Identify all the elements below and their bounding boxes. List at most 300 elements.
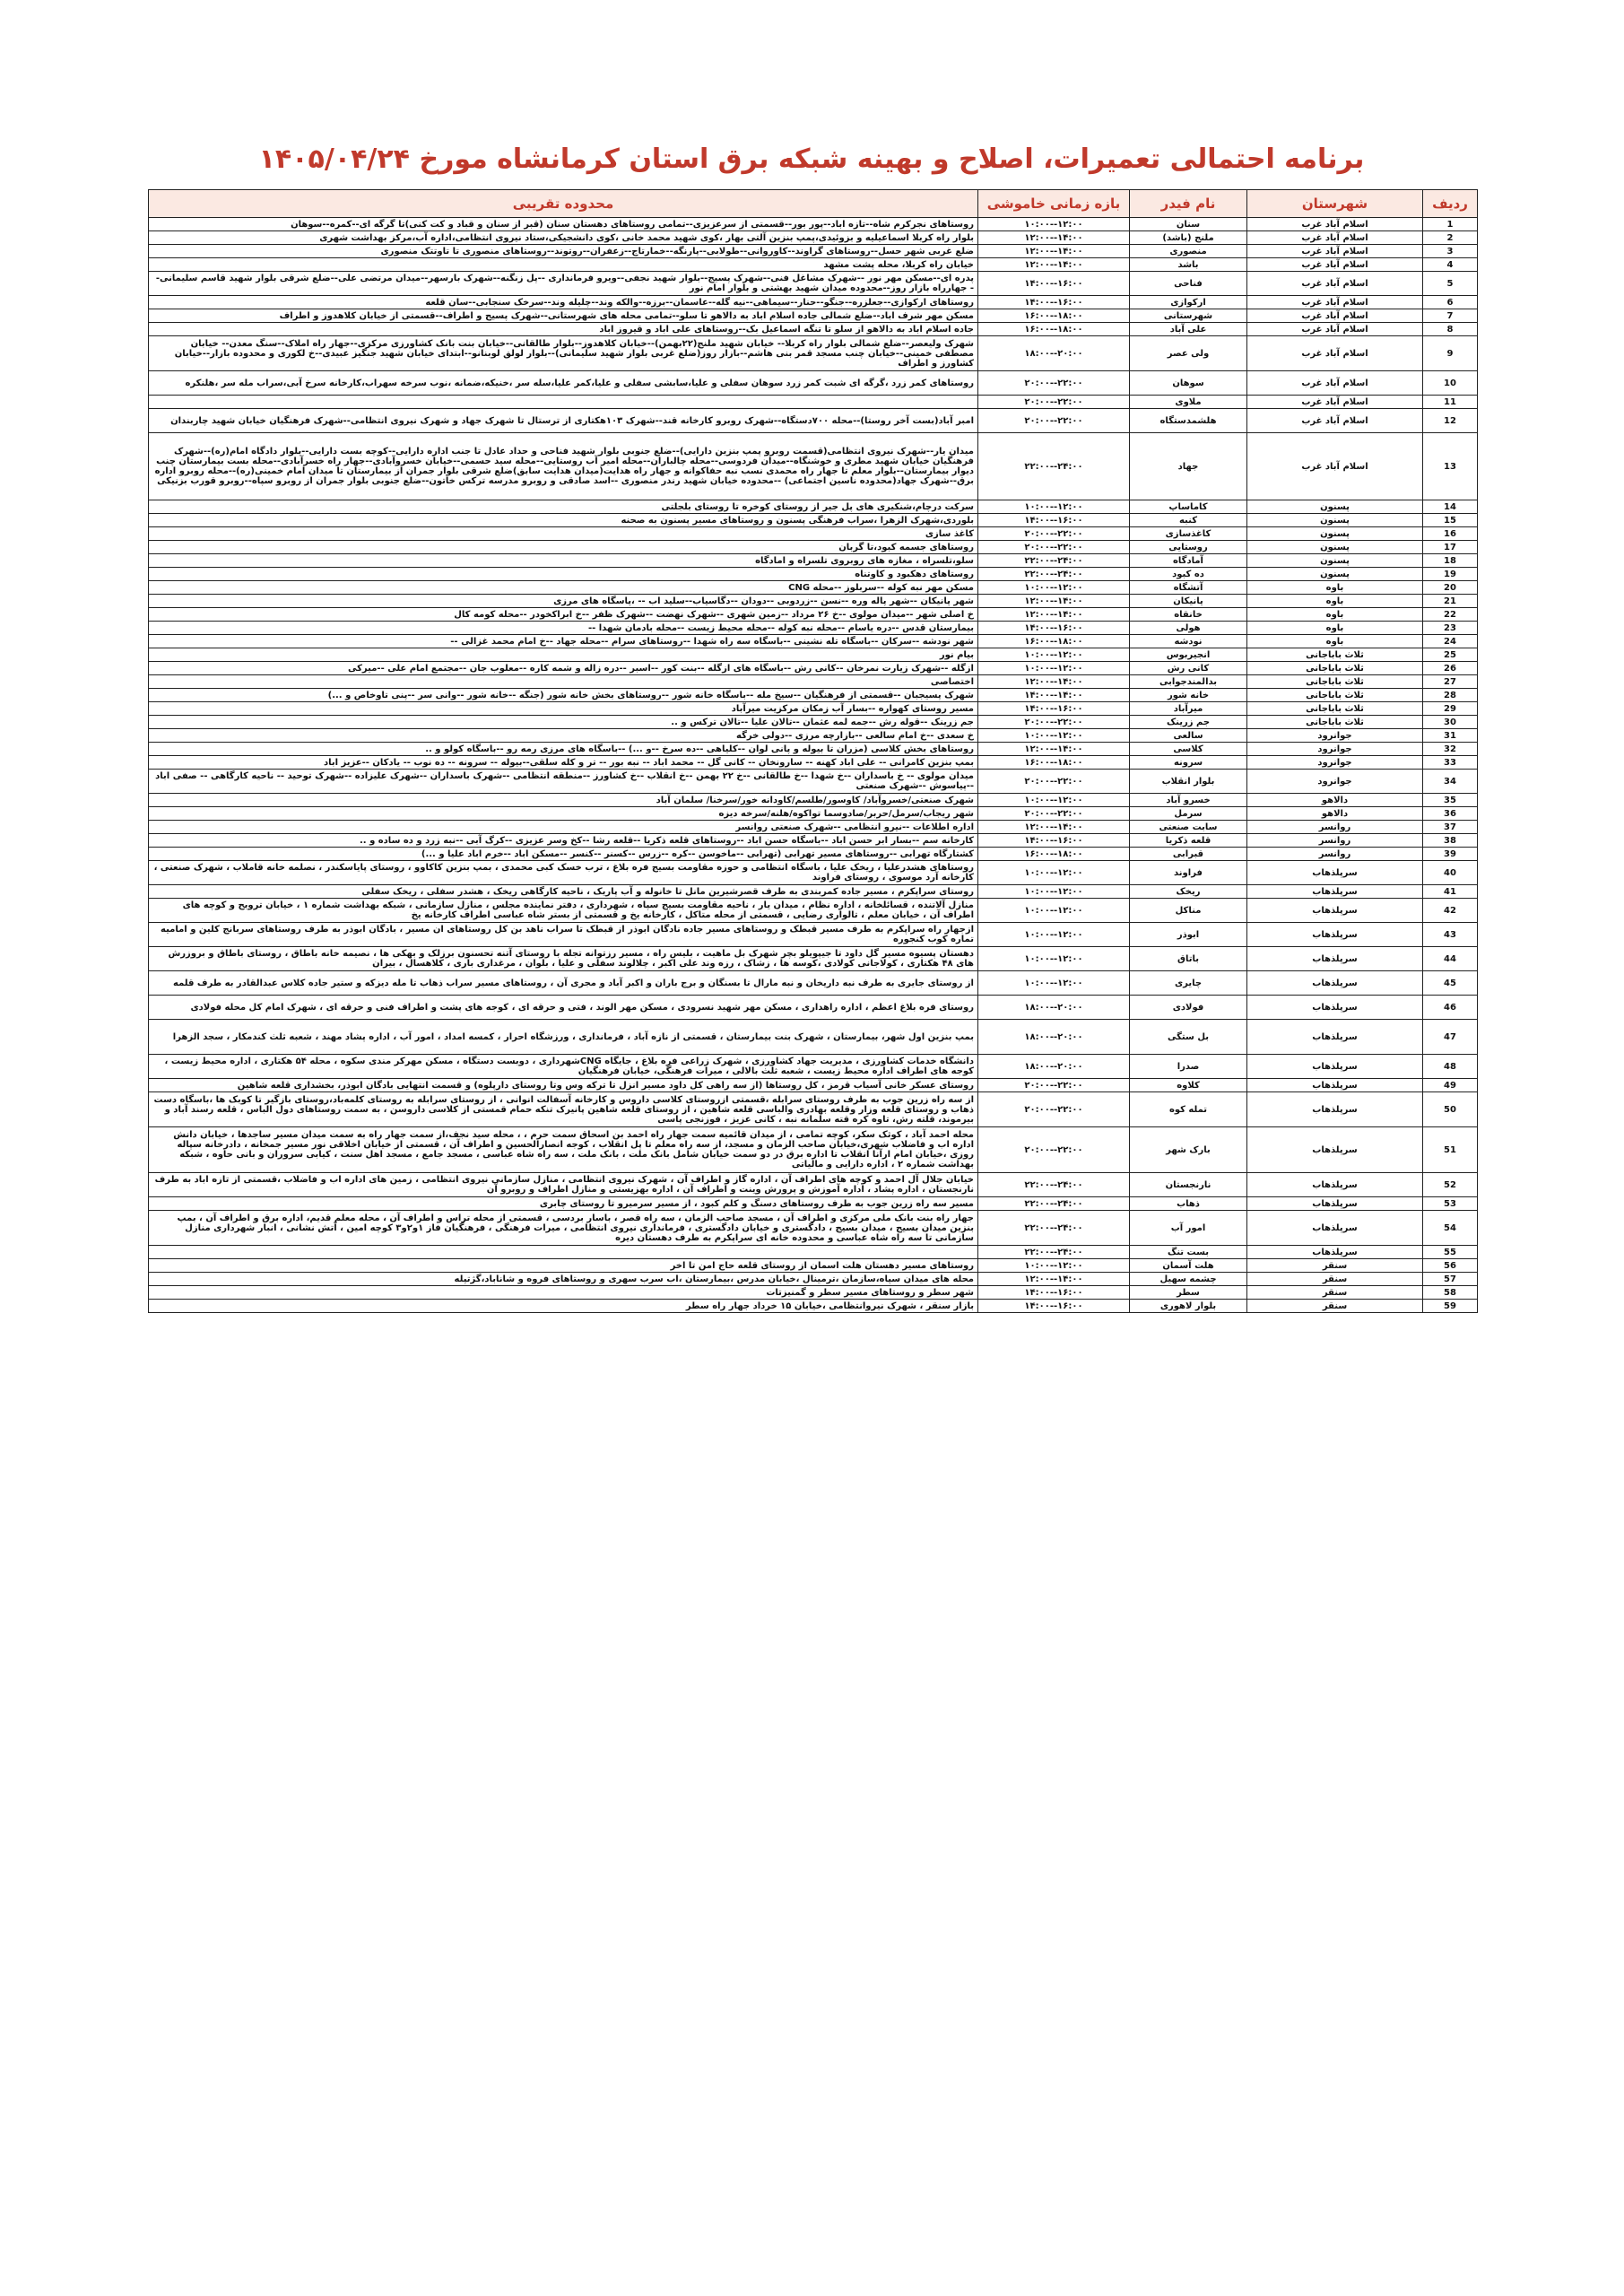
table-body (149, 218, 1478, 1313)
row-number: 42 (1423, 899, 1478, 923)
area-cell: بازار سنقر ، شهرک نیروانتظامی ،خیابان ۱۵ خرداد جهار راه سطر (149, 1300, 978, 1313)
table-row (149, 1055, 1478, 1079)
city-cell: اسلام آباد غرب (1247, 371, 1423, 396)
area-cell: سرکت درچام،شنکیری های پل جیر از روستای کوخره تا روستای بلجلتی (149, 500, 978, 514)
feeder-cell: کانی رش (1130, 662, 1247, 675)
outage-time-cell: ۱۶:۰۰--۱۸:۰۰ (978, 756, 1130, 770)
city-cell: جوانرود (1247, 743, 1423, 756)
city-cell: جوانرود (1247, 756, 1423, 770)
table-row (149, 296, 1478, 309)
table-row (149, 527, 1478, 541)
table-row (149, 885, 1478, 899)
feeder-cell: صدرا (1130, 1055, 1247, 1079)
city-cell: جوانرود (1247, 770, 1423, 794)
feeder-cell: ابوذر (1130, 923, 1247, 947)
area-cell: ازگله --شهرک زیارت نمرخان --کانی رش --باسگاه های ازگله --بنت کور --اسبر --دره زاله و شمه کاره --معلوب جان --مجتمع امام علی --میرکی (149, 662, 978, 675)
area-cell: بیام نور (149, 648, 978, 662)
outage-time-cell: ۱۸:۰۰--۲۰:۰۰ (978, 996, 1130, 1020)
outage-time-cell: ۱۴:۰۰--۱۶:۰۰ (978, 1300, 1130, 1313)
feeder-cell: سرمل (1130, 807, 1247, 821)
city-cell: ثلاث باباجانی (1247, 702, 1423, 716)
row-number: 22 (1423, 608, 1478, 622)
feeder-cell: بل ستگی (1130, 1020, 1247, 1055)
row-number: 18 (1423, 554, 1478, 568)
city-cell: پسنون (1247, 514, 1423, 527)
outage-time-cell: ۱۴:۰۰--۱۶:۰۰ (978, 622, 1130, 635)
area-cell: کشتارگاه تهرابی --روستاهای مسیر تهرابی (تهرابی --ماخوسن --کره --زرس --کسنر --کنسر --مسکن اباد --خرم اباد علیا و ...) (149, 848, 978, 861)
feeder-cell: جهاد (1130, 433, 1247, 500)
city-cell: اسلام آباد غرب (1247, 258, 1423, 272)
outage-time-cell: ۲۲:۰۰--۲۴:۰۰ (978, 568, 1130, 581)
feeder-cell: خانقاه (1130, 608, 1247, 622)
outage-time-cell: ۱۸:۰۰--۲۰:۰۰ (978, 1055, 1130, 1079)
feeder-cell: بدالمندجوابی (1130, 675, 1247, 689)
row-number: 56 (1423, 1259, 1478, 1273)
row-number: 35 (1423, 794, 1478, 807)
row-number: 30 (1423, 716, 1478, 729)
outage-time-cell: ۱۶:۰۰--۱۸:۰۰ (978, 635, 1130, 648)
table-row (149, 1092, 1478, 1127)
feeder-cell: بلوار لاهوری (1130, 1300, 1247, 1313)
feeder-cell: جم زرینک (1130, 716, 1247, 729)
table-row (149, 245, 1478, 258)
outage-time-cell: ۱۰:۰۰--۱۲:۰۰ (978, 971, 1130, 996)
area-cell: اداره اطلاعات --نیرو انتظامی --شهرک صنعتی روانسر (149, 821, 978, 834)
table-row (149, 595, 1478, 608)
city-cell: دالاهو (1247, 794, 1423, 807)
outage-time-cell: ۲۰:۰۰--۲۲:۰۰ (978, 716, 1130, 729)
area-cell: پدره ای--مسکن مهر نور --شهرک مشاغل فنی--شهرک پسیج--بلوار شهید نجفی--ویرو فرمانداری --پل زنگنه--شهرک بارسهر--میدان مرتضی علی--ضلع شرقی بلوار شهید قاسم سلیمانی-- جهارراه بازار روز--محدوده میدان شهید بهشتی و بلوار امام نور (149, 272, 978, 296)
area-cell: شهر ریجاب/سرمل/حربر/صادوسما تواکوه/هلنه/سرخه دیزه (149, 807, 978, 821)
feeder-cell: منصوری (1130, 245, 1247, 258)
feeder-cell: بلوار انقلاب (1130, 770, 1247, 794)
table-row (149, 336, 1478, 371)
feeder-cell: چایری (1130, 971, 1247, 996)
area-cell: روستای سراپکرم ، مسیر جاده کمربندی به طرف قصرشیرین مانل تا خانوله و آب پاریک ، ناحیه کارگاهی ریخک ، هشدر سفلی ، ریخک سفلی (149, 885, 978, 899)
outage-time-cell: ۱۴:۰۰--۱۶:۰۰ (978, 702, 1130, 716)
table-row (149, 514, 1478, 527)
row-number: 58 (1423, 1286, 1478, 1300)
table-row (149, 770, 1478, 794)
table-row (149, 1020, 1478, 1055)
area-cell: میدان یار--شهرک نیروی انتظامی(قسمت روبرو پمپ بنزین دارایی)--ضلع جنوبی بلوار شهید فناحی و حداد عادل تا جنب اداره دارایی--کوچه بست دارایی--بلوار دادگاه امام(ره)--شهرک فرهنگیان خیابان شهید مطری و خوشنگاه--میدان فردوسی--محله چالباران--محله امیر آب روستایی--محله سید حسمی--خیابان خسروآبادی--جهار راه خسرآبادی--محله بست بیمارستان چنب دیوار بیمارستان--بلوار معلم تا جهار راه محمدی نسب نبه حفاکوانه و جهار راه هدایت(میدان هدایت سابق)ضلع شرقی بلوار جمران از بیمارستان تا میدان امام خمینی(ره)--محله روبرو اداره برق--شهرک جهاد(محدوده ناسین اجتماعی) --محدوده خیابان شهید رندر منصوری --اسد صادقی و روبرو مدرسه ترکس خاتون--ضلع جنوبی بلوار جمران از روبرو سپاه--روبرو قورب بزنیکی (149, 433, 978, 500)
feeder-cell: فراوند (1130, 861, 1247, 885)
feeder-cell: بارک شهر (1130, 1127, 1247, 1173)
table-row (149, 689, 1478, 702)
outage-time-cell: ۱۲:۰۰--۱۴:۰۰ (978, 231, 1130, 245)
outage-time-cell: ۲۲:۰۰--۲۴:۰۰ (978, 1197, 1130, 1211)
area-cell (149, 396, 978, 409)
outage-time-cell: ۱۰:۰۰--۱۲:۰۰ (978, 500, 1130, 514)
area-cell: میدان مولوی -- خ باسداران --خ شهدا --خ طالقانی --خ ۲۲ بهمن --خ انقلاب --خ کشاورز --منطقه انتظامی --شهرک باسداران --شهرک علیزاده --شهرک توحید -- ناحیه کارگاهی -- صفی اباد --پیاسوش --شهرک صنعتی (149, 770, 978, 794)
row-number: 43 (1423, 923, 1478, 947)
row-number: 59 (1423, 1300, 1478, 1313)
feeder-cell: چشمه سهیل (1130, 1273, 1247, 1286)
city-cell: سرپلذهاب (1247, 996, 1423, 1020)
outage-time-cell: ۲۰:۰۰--۲۲:۰۰ (978, 770, 1130, 794)
outage-time-cell: ۱۸:۰۰--۲۰:۰۰ (978, 1020, 1130, 1055)
area-cell: محله احمد آباد ، کوثک سکر، کوچه تمامی ، از میدان قائمیه سمت جهار راه احمد بن اسحاق سمت حرم ، ، محله سید نجف،از سمت جهار راه به سمت میدان مسیر ساجدها ، خیابان دانش اداره اب و فاضلاب شهری،خیابان صاحب الزمان و مسجد، از سه راه معلم تا پل انقلاب ، کوجه انصارالحسین و اطراف آن ، قسمتی از خیابان اخلاقی نور مسیر جمخانه ، دادرخانه سپاله روزی ،خیابان امام ارآنا انقلاب تا اداره برق در دو سمت خیابان شامل بانک ملت ، بانک ملت ، سه راه شاه عباسی ، مسجد جامع ، مسجد اهل سنت ، کیابی سروران و بانی حاوه ، شبکه بهداشت شماره ۲ ، اداره دارایی و مالیاتی (149, 1127, 978, 1173)
outage-time-cell: ۱۲:۰۰--۱۴:۰۰ (978, 675, 1130, 689)
area-cell: بیمارستان قدس --دره یاسام --محله نبه کوله --محله محیط زیست --محله بادمان شهدا -- (149, 622, 978, 635)
area-cell: روستاهای مسیر دهستان هلت اسمان از روستای قلعه حاج امن تا اخر (149, 1259, 978, 1273)
row-number: 13 (1423, 433, 1478, 500)
table-row (149, 323, 1478, 336)
row-number: 20 (1423, 581, 1478, 595)
area-cell: از روستای جایری به طرف نبه داریخان و نبه مارال تا بسنگان و برج باران و اکبر آباد و مجری آن ، روستاهای مسیر سراب ذهاب تا مله دیزکه و ستیر جاده کلاس عبدالقادر به طرف قلمه (149, 971, 978, 996)
row-number: 3 (1423, 245, 1478, 258)
table-row (149, 581, 1478, 595)
outage-time-cell: ۱۶:۰۰--۱۸:۰۰ (978, 309, 1130, 323)
table-row (149, 794, 1478, 807)
area-cell: جاده اسلام اباد به دالاهو از سلو تا تنگه اسماعیل بک--روستاهای علی اباد و قیروز اباد (149, 323, 978, 336)
outage-time-cell: ۱۲:۰۰--۱۴:۰۰ (978, 245, 1130, 258)
feeder-cell: سوهان (1130, 371, 1247, 396)
table-row (149, 635, 1478, 648)
city-cell: سرپلذهاب (1247, 885, 1423, 899)
city-cell: سرپلذهاب (1247, 923, 1423, 947)
city-cell: اسلام آباد غرب (1247, 433, 1423, 500)
header-city: شهرستان (1247, 190, 1423, 218)
outage-time-cell: ۱۴:۰۰--۱۴:۰۰ (978, 689, 1130, 702)
outage-schedule-table (148, 189, 1478, 1313)
city-cell: سرپلذهاب (1247, 899, 1423, 923)
table-row (149, 743, 1478, 756)
area-cell: شهر پانیکان --شهر پاله وره --نسن --زردوبی --دودان --دگاسیاب--سلید اب -- ،پاسگاه های مرزی (149, 595, 978, 608)
table-row (149, 662, 1478, 675)
outage-time-cell: ۱۲:۰۰--۱۴:۰۰ (978, 258, 1130, 272)
area-cell: شهرک پسیجبان --قسمتی از فرهنگیان --سیخ مله --باسگاه خانه شور --روستاهای بخش خانه شور (جنگه --خانه شور --وانی سر --پنی تاوخاص و ...) (149, 689, 978, 702)
outage-time-cell: ۱۲:۰۰--۱۴:۰۰ (978, 595, 1130, 608)
table-row (149, 231, 1478, 245)
table-row (149, 996, 1478, 1020)
area-cell: مسیر روستای کهواره --بسار آب زمکان مرکزیت میرآباد (149, 702, 978, 716)
outage-time-cell: ۱۸:۰۰--۲۰:۰۰ (978, 336, 1130, 371)
feeder-cell: کاغذسازی (1130, 527, 1247, 541)
row-number: 21 (1423, 595, 1478, 608)
area-cell: سلو،تلسراه ، مغازه های روبروی تلسراه و امادگاه (149, 554, 978, 568)
row-number: 10 (1423, 371, 1478, 396)
feeder-cell: ملنج (باشد) (1130, 231, 1247, 245)
area-cell: روستاهای هشدرعلیا ، ریخک علیا ، باسگاه انتظامی و حوزه مقاومت بسیج فره بلاغ ، ترب خسک کبی محمدی ، بمپ بنزین کاکاوو ، روستای پایاسکندر ، نصلمه خانه قاملاب ، شهرک صنعتی ، کارخانه آرد موسوی ، روستای فراوند (149, 861, 978, 885)
outage-time-cell: ۱۰:۰۰--۱۲:۰۰ (978, 947, 1130, 971)
row-number: 27 (1423, 675, 1478, 689)
area-cell: روستای فره بلاغ اعظم ، اداره راهداری ، مسکن مهر شهید نسرودی ، مسکن مهر الوند ، فتی و حرقه ای ، کوجه های پشت و اطراف فنی و حرقه ای ، شهرک امام کل محله فولادی (149, 996, 978, 1020)
row-number: 40 (1423, 861, 1478, 885)
row-number: 11 (1423, 396, 1478, 409)
city-cell: اسلام آباد غرب (1247, 409, 1423, 433)
table-row (149, 1211, 1478, 1246)
table-row (149, 675, 1478, 689)
table-row (149, 1300, 1478, 1313)
feeder-cell: ارکوازی (1130, 296, 1247, 309)
city-cell: سنقر (1247, 1300, 1423, 1313)
row-number: 17 (1423, 541, 1478, 554)
outage-time-cell: ۲۰:۰۰--۲۲:۰۰ (978, 527, 1130, 541)
outage-time-cell: ۲۰:۰۰--۲۲:۰۰ (978, 1127, 1130, 1173)
feeder-cell: علی آباد (1130, 323, 1247, 336)
area-cell: خیابان جلال آل احمد و کوچه های اطراف آن ، اداره گاز و اطراف آن ، شهرک نیروی انتظامی ، منازل سازمانی نیروی انتظامی ، زمین های اداره اب و فاضلاب ،قسمتی از تازه اباد به طرف نارنجستان ، اداره پشاد ، اداره آموزش و پرورش وینت و اطراف آن ، اداره بهزیستی و منازل اطراف و روبرو آن (149, 1173, 978, 1197)
feeder-cell: قلعه ذکریا (1130, 834, 1247, 848)
table-row (149, 309, 1478, 323)
city-cell: اسلام آباد غرب (1247, 272, 1423, 296)
table-row (149, 608, 1478, 622)
outage-time-cell: ۱۶:۰۰--۱۸:۰۰ (978, 323, 1130, 336)
area-cell: شهرک صنعتی/خسروآباد/ کاوسور/طلسم/کاودانه خور/سرخنا/ سلمان آباد (149, 794, 978, 807)
row-number: 46 (1423, 996, 1478, 1020)
header-area: محدوده تقریبی (149, 190, 978, 218)
row-number: 54 (1423, 1211, 1478, 1246)
table-row (149, 899, 1478, 923)
feeder-cell: تمله کوه (1130, 1092, 1247, 1127)
outage-time-cell: ۱۴:۰۰--۱۶:۰۰ (978, 1286, 1130, 1300)
table-row (149, 947, 1478, 971)
city-cell: سرپلذهاب (1247, 1055, 1423, 1079)
city-cell: اسلام آباد غرب (1247, 245, 1423, 258)
row-number: 26 (1423, 662, 1478, 675)
row-number: 9 (1423, 336, 1478, 371)
area-cell: خیابان راه کربلا، محله پشت مشهد (149, 258, 978, 272)
feeder-cell: فناحی (1130, 272, 1247, 296)
table-row (149, 716, 1478, 729)
outage-time-cell: ۱۰:۰۰--۱۲:۰۰ (978, 218, 1130, 231)
city-cell: سنقر (1247, 1286, 1423, 1300)
area-cell: بمپ بنزین اول شهر، بیمارستان ، شهرک بنت بیمارستان ، قسمتی از نازه آباد ، فرمانداری ، ورزشگاه احرار ، کمسه امداد ، امور آب ، اداره پشاد مهند ، شعبه ثلث کندمکار ، سجد الزهرا (149, 1020, 978, 1055)
feeder-cell: ریخک (1130, 885, 1247, 899)
area-cell: محله های میدان سپاه،سازمان ،ترمینال ،خیابان مدرس ،بیمارستان ،اب سرب سهری و روستاهای فروه و شاناباد،گژتپله (149, 1273, 978, 1286)
outage-time-cell: ۱۴:۰۰--۱۶:۰۰ (978, 296, 1130, 309)
row-number: 33 (1423, 756, 1478, 770)
outage-time-cell: ۲۲:۰۰--۲۴:۰۰ (978, 1246, 1130, 1259)
city-cell: سرپلذهاب (1247, 1246, 1423, 1259)
outage-time-cell: ۱۲:۰۰--۱۴:۰۰ (978, 743, 1130, 756)
city-cell: ثلاث باباجانی (1247, 689, 1423, 702)
outage-time-cell: ۱۰:۰۰--۱۲:۰۰ (978, 885, 1130, 899)
document-title: برنامه احتمالی تعمیرات، اصلاح و بهینه شبکه برق استان کرمانشاه مورخ ۱۴۰۵/۰۴/۲۴ (258, 144, 1365, 175)
city-cell: سرپلذهاب (1247, 1079, 1423, 1092)
outage-time-cell: ۲۰:۰۰--۲۲:۰۰ (978, 396, 1130, 409)
feeder-cell: فولادی (1130, 996, 1247, 1020)
city-cell: اسلام آباد غرب (1247, 396, 1423, 409)
table-row (149, 756, 1478, 770)
table-row (149, 396, 1478, 409)
feeder-cell: هلت آسمان (1130, 1259, 1247, 1273)
row-number: 7 (1423, 309, 1478, 323)
header-outage-time: بازه زمانی خاموشی (978, 190, 1130, 218)
table-row (149, 1173, 1478, 1197)
feeder-cell: نارنجستان (1130, 1173, 1247, 1197)
area-cell: بلوردی،شهرک الزهرا ،سراب فرهنگی پسنون و روستاهای مسیر پسنون به صحنه (149, 514, 978, 527)
table-row (149, 1127, 1478, 1173)
city-cell: سرپلذهاب (1247, 1197, 1423, 1211)
city-cell: ثلاث باباجانی (1247, 675, 1423, 689)
area-cell: روستای عسکر خانی آسیاب قرمز ، کل روستاها (از سه راهی کل داود مسیر انزل تا ترکه وس وتا روستای دارپلوه) و قسمت انتهایی بادگان ابوذر، بخشداری قلعه شاهین (149, 1079, 978, 1092)
outage-time-cell: ۲۰:۰۰--۲۲:۰۰ (978, 409, 1130, 433)
feeder-cell: نودشه (1130, 635, 1247, 648)
feeder-cell: امور آب (1130, 1211, 1247, 1246)
area-cell: روستاهای جسمه کبود،تا گربان (149, 541, 978, 554)
outage-time-cell: ۱۰:۰۰--۱۲:۰۰ (978, 794, 1130, 807)
feeder-cell: باشد (1130, 258, 1247, 272)
city-cell: اسلام آباد غرب (1247, 218, 1423, 231)
area-cell: ازجهار راه سراپکرم به طرف مسیر قبطک و روستاهای مسیر جاده نادگان ابوذر از قبطک تا سراب ناهد بن کل روستاهای ان مسیر ، بادگان ابوذر به طرف روستاهای سربانج کلین و امامیه تماره کوب کنجوره (149, 923, 978, 947)
row-number: 6 (1423, 296, 1478, 309)
outage-time-cell: ۲۰:۰۰--۲۲:۰۰ (978, 1092, 1130, 1127)
city-cell: باوه (1247, 635, 1423, 648)
table-row (149, 971, 1478, 996)
table-row (149, 258, 1478, 272)
area-cell: دانشگاه خدمات کشاورزی ، مدیریت جهاد کشاورزی ، شهرک زراعی فره بلاغ ، جایگاه CNGشهرداری ، دوبست دستگاه ، مسکن مهرکر مندی سکوه ، محله ۵۴ هکتاری ، اداره محیط زیست ، کوجه های اطراف اداره محیط زیست ، شعبه ثلث بالالی ، میرات فرهنگی، خیابان فرهنگیان (149, 1055, 978, 1079)
row-number: 39 (1423, 848, 1478, 861)
outage-time-cell: ۱۶:۰۰--۱۸:۰۰ (978, 848, 1130, 861)
area-cell: ضلع غربی شهر حسل--روستاهای گراوند--کاوروانی--طولابی--پارنگه--خمارتاج--زعفران--روتوند--روستاهای منصوری تا تاوتتک منصوری (149, 245, 978, 258)
row-number: 5 (1423, 272, 1478, 296)
outage-time-cell: ۱۰:۰۰--۱۲:۰۰ (978, 1259, 1130, 1273)
row-number: 15 (1423, 514, 1478, 527)
city-cell: باوه (1247, 622, 1423, 635)
area-cell: روستاهای نجرکرم شاه--تازه اباد--پور بور--قسمتی از سرعزیزی--تمامی روستاهای دهستان سنان (قبر از سنان و قباد و کت کنی)تا گرگه ای--کمره--سوهان (149, 218, 978, 231)
area-cell: مسکن مهر شرف اباد--ضلع شمالی جاده اسلام اباد به دالاهو تا سلو--تمامی محله های شهرستانی--شهرک پسیج و اطراف--قسمتی از خیابان کلاهدوز و اطراف (149, 309, 978, 323)
outage-time-cell: ۱۲:۰۰--۱۴:۰۰ (978, 608, 1130, 622)
city-cell: پسنون (1247, 554, 1423, 568)
area-cell: بلوار راه کربلا اسماعیلیه و بزوئیدی،پمپ بنزین آلتی بهار ،کوی شهید محمد خانی ،کوی دانشجیکی،ستاد نیروی انتظامی،اداره آب،مرکز بهداشت شهری (149, 231, 978, 245)
area-cell: اختصاصی (149, 675, 978, 689)
city-cell: پسنون (1247, 527, 1423, 541)
row-number: 31 (1423, 729, 1478, 743)
feeder-cell: کاماساپ (1130, 500, 1247, 514)
outage-time-cell: ۱۴:۰۰--۱۶:۰۰ (978, 514, 1130, 527)
row-number: 45 (1423, 971, 1478, 996)
outage-time-cell: ۱۲:۰۰--۱۴:۰۰ (978, 821, 1130, 834)
city-cell: دالاهو (1247, 807, 1423, 821)
feeder-cell: مناکل (1130, 899, 1247, 923)
area-cell: روستاهای بخش کلاسی (مزران تا بیوله و پانی لوان --کلیاهی --ده سرخ --و ...) --باسگاه های مرزی رمه رو --باسگاه کولو و .. (149, 743, 978, 756)
feeder-cell: بست تنگ (1130, 1246, 1247, 1259)
city-cell: باوه (1247, 581, 1423, 595)
city-cell: روانسر (1247, 848, 1423, 861)
table-row (149, 554, 1478, 568)
city-cell: پسنون (1247, 500, 1423, 514)
row-number: 47 (1423, 1020, 1478, 1055)
table-row (149, 409, 1478, 433)
area-cell: روستاهای کمر زرد ،گرگه ای شبت کمر زرد سوهان سفلی و علیا،سابشی سفلی و علیا،کمر علیا،سله سر ،خنیکه،ضمانه ،نوب سرخه سهراب،کارخانه سرخ آبی،سراب مله سر ،هلنکره (149, 371, 978, 396)
table-row (149, 218, 1478, 231)
city-cell: ثلاث باباجانی (1247, 662, 1423, 675)
area-cell: کارخانه سم --بسار ابر حسن اباد --باسگاه حسن اباد --روستاهای قلعه ذکریا --قلعه رشا --کخ وسر عزیزی --کرگ آبی --نبه زرد و ده ساده و .. (149, 834, 978, 848)
row-number: 14 (1423, 500, 1478, 514)
area-cell: روستاهای دهکبود و کاوتناه (149, 568, 978, 581)
row-number: 50 (1423, 1092, 1478, 1127)
feeder-cell: ولی عصر (1130, 336, 1247, 371)
row-number: 19 (1423, 568, 1478, 581)
row-number: 48 (1423, 1055, 1478, 1079)
outage-time-cell: ۱۰:۰۰--۱۲:۰۰ (978, 861, 1130, 885)
table-row (149, 821, 1478, 834)
table-row (149, 500, 1478, 514)
outage-time-cell: ۲۲:۰۰--۲۴:۰۰ (978, 433, 1130, 500)
area-cell: بمپ بنزین کامرانی -- علی اباد کهنه -- سارونخان -- کانی گل -- محمد اباد -- نبه بور -- تر و کله سلقی--بیوله -- سرونه -- ده نوب -- یادکان --عزیز اباد (149, 756, 978, 770)
feeder-cell: پانیکان (1130, 595, 1247, 608)
row-number: 25 (1423, 648, 1478, 662)
area-cell: جهار راه بنت بانک ملی مرکزی و اطراف آن ، مسجد صاحب الزمان ، سه راه قصر ، باسار بردسی ، قسمتی از محله تراس و اطراف آن ، محله معلم قدیم، اداره برق و اطراف آن ، بمپ بنزین میدان بسیج ، میدان بسیج ، دادگستری و خیابان دادگستری ، فرمانداری نیروی انتظامی ، میرات فرهنگی ، فرهنگیان فاز ۱و۲و۳ کوچه امین ، آتش نشانی ، انبار شهرداری منازل سازمانی تا سه راه شاه عباسی و محدوده خانه ای سراپکرم به طرف دهستان دیره (149, 1211, 978, 1246)
outage-time-cell: ۲۲:۰۰--۲۴:۰۰ (978, 1211, 1130, 1246)
row-number: 55 (1423, 1246, 1478, 1259)
table-row (149, 923, 1478, 947)
row-number: 29 (1423, 702, 1478, 716)
table-row (149, 1079, 1478, 1092)
outage-time-cell: ۱۴:۰۰--۱۶:۰۰ (978, 834, 1130, 848)
area-cell: خ سعدی --خ امام سالعی --بازارچه مرزی --دولی خرگه (149, 729, 978, 743)
feeder-cell: روستایی (1130, 541, 1247, 554)
area-cell: شهر نودشه --سرکان --باسگاه تله نشینی --باسگاه سه راه شهدا --روستاهای سرام --محله جهاد --خ امام محمد غزالی -- (149, 635, 978, 648)
table-header-row (149, 190, 1478, 218)
table-row (149, 729, 1478, 743)
city-cell: باوه (1247, 595, 1423, 608)
city-cell: سرپلذهاب (1247, 1211, 1423, 1246)
city-cell: ثلاث باباجانی (1247, 716, 1423, 729)
table-row (149, 1273, 1478, 1286)
city-cell: ثلاث باباجانی (1247, 648, 1423, 662)
outage-time-cell: ۲۲:۰۰--۲۴:۰۰ (978, 1173, 1130, 1197)
city-cell: باوه (1247, 608, 1423, 622)
row-number: 32 (1423, 743, 1478, 756)
city-cell: اسلام آباد غرب (1247, 323, 1423, 336)
area-cell: مسکن مهر نبه کوله --سربلوز --محله CNG (149, 581, 978, 595)
row-number: 52 (1423, 1173, 1478, 1197)
outage-time-cell: ۱۰:۰۰--۱۲:۰۰ (978, 923, 1130, 947)
area-cell: امبر آباد(بست آخر روستا)--محله ۷۰۰دستگاه--شهرک روبرو کارخانه قند--شهرک ۱۰۳هکتاری از ترستال تا شهرک جهاد و شهرک نیروی انتظامی--شهرک فرهنگیان خیابان شهید چاربندان (149, 409, 978, 433)
feeder-cell: هلشمدستگاه (1130, 409, 1247, 433)
city-cell: سرپلذهاب (1247, 971, 1423, 996)
area-cell: مسیر سه راه زرین جوب به طرف روستاهای دسنگ و کلم کبود ، از مسیر سرمیرو تا روستای چابری (149, 1197, 978, 1211)
table-row (149, 1259, 1478, 1273)
feeder-cell: آتشگاه (1130, 581, 1247, 595)
row-number: 37 (1423, 821, 1478, 834)
row-number: 44 (1423, 947, 1478, 971)
outage-time-cell: ۲۰:۰۰--۲۲:۰۰ (978, 807, 1130, 821)
row-number: 53 (1423, 1197, 1478, 1211)
area-cell (149, 1246, 978, 1259)
table-row (149, 1246, 1478, 1259)
row-number: 24 (1423, 635, 1478, 648)
table-row (149, 861, 1478, 885)
row-number: 36 (1423, 807, 1478, 821)
feeder-cell: ده کبود (1130, 568, 1247, 581)
feeder-cell: سابت صنعتی (1130, 821, 1247, 834)
city-cell: روانسر (1247, 821, 1423, 834)
city-cell: روانسر (1247, 834, 1423, 848)
feeder-cell: هولی (1130, 622, 1247, 635)
city-cell: پسنون (1247, 541, 1423, 554)
feeder-cell: سنان (1130, 218, 1247, 231)
feeder-cell: خانه شور (1130, 689, 1247, 702)
city-cell: سرپلذهاب (1247, 947, 1423, 971)
table-row (149, 648, 1478, 662)
area-cell: جم زرینک --قوله رش --جمه لمه عثمان --تالان علیا --تالان ترکس و .. (149, 716, 978, 729)
city-cell: سنقر (1247, 1259, 1423, 1273)
feeder-cell: خسرو آباد (1130, 794, 1247, 807)
area-cell: خ اصلی شهر --میدان مولوی --خ ۲۶ مرداد --زمین شهری --شهرک نهضت --شهرک ظفر --خ ابراکخودر --محله کومه کال (149, 608, 978, 622)
table-row (149, 1286, 1478, 1300)
outage-time-cell: ۲۰:۰۰--۲۲:۰۰ (978, 1079, 1130, 1092)
feeder-cell: قبرابی (1130, 848, 1247, 861)
outage-time-cell: ۱۴:۰۰--۱۶:۰۰ (978, 272, 1130, 296)
table-row (149, 371, 1478, 396)
table-row (149, 433, 1478, 500)
row-number: 38 (1423, 834, 1478, 848)
header-feeder: نام فیدر (1130, 190, 1247, 218)
city-cell: سرپلذهاب (1247, 1127, 1423, 1173)
